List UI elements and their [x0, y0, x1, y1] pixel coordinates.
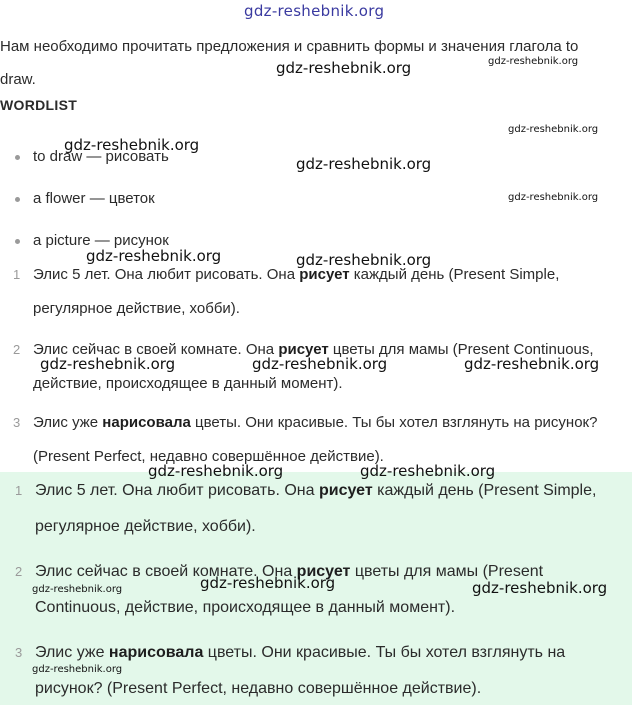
- bullet-icon: [15, 239, 20, 244]
- example-item: 1 Элис 5 лет. Она любит рисовать. Она рисует каждый день (Present Simple, регулярное действие, хобби).: [0, 258, 623, 326]
- wordlist: [0, 140, 620, 266]
- example-number: 1: [13, 267, 21, 282]
- watermark: gdz-reshebnik.org: [40, 355, 176, 373]
- watermark: gdz-reshebnik.org: [508, 124, 599, 135]
- wordlist-heading: WORDLIST: [0, 97, 78, 113]
- answer-item: 1 Элис 5 лет. Она любит рисовать. Она рисует каждый день (Present Simple, регулярное действие, хобби).: [0, 473, 627, 545]
- bullet-icon: [15, 155, 20, 160]
- watermark: gdz-reshebnik.org: [488, 56, 579, 67]
- answer-item: 3 Элис уже нарисовала цветы. Они красивые. Ты бы хотел взглянуть на рисунок? (Present Perfect, недавно совершённое действие).: [0, 635, 627, 707]
- list-item: a flower — цветок: [0, 182, 620, 224]
- watermark: gdz-reshebnik.org: [296, 251, 432, 269]
- example-item: 2 Элис сейчас в своей комнате. Она рисует цветы для мамы (Present Continuous, действие, происходящее в данный момент).: [0, 333, 623, 401]
- watermark: gdz-reshebnik.org: [148, 462, 284, 480]
- watermark: gdz-reshebnik.org: [472, 579, 608, 597]
- watermark: gdz-reshebnik.org: [360, 462, 496, 480]
- watermark-top: gdz-reshebnik.org: [244, 2, 385, 20]
- watermark: gdz-reshebnik.org: [296, 155, 432, 173]
- example-item: 3 Элис уже нарисовала цветы. Они красивые. Ты бы хотел взглянуть на рисунок? (Present Perfect, недавно совершённое действие).: [0, 406, 623, 474]
- watermark: gdz-reshebnik.org: [86, 247, 222, 265]
- watermark: gdz-reshebnik.org: [508, 192, 599, 203]
- watermark: gdz-reshebnik.org: [252, 355, 388, 373]
- example-number: 2: [13, 342, 21, 357]
- watermark: gdz-reshebnik.org: [32, 664, 123, 675]
- watermark: gdz-reshebnik.org: [32, 584, 123, 595]
- watermark: gdz-reshebnik.org: [464, 355, 600, 373]
- answer-number: 2: [15, 564, 23, 579]
- list-item: a picture — рисунок: [0, 224, 620, 266]
- watermark: gdz-reshebnik.org: [276, 59, 412, 77]
- list-item: to draw — рисовать: [0, 140, 620, 182]
- answer-number: 3: [15, 645, 23, 660]
- example-number: 3: [13, 415, 21, 430]
- watermark: gdz-reshebnik.org: [64, 136, 200, 154]
- answer-item: 2 Элис сейчас в своей комнате. Она рисует цветы для мамы (Present Continuous, действие, происходящее в данный момент).: [0, 554, 627, 626]
- bullet-icon: [15, 197, 20, 202]
- intro-text: Нам необходимо прочитать предложения и сравнить формы и значения глагола to draw.: [0, 38, 579, 88]
- watermark: gdz-reshebnik.org: [200, 574, 336, 592]
- answer-number: 1: [15, 483, 23, 498]
